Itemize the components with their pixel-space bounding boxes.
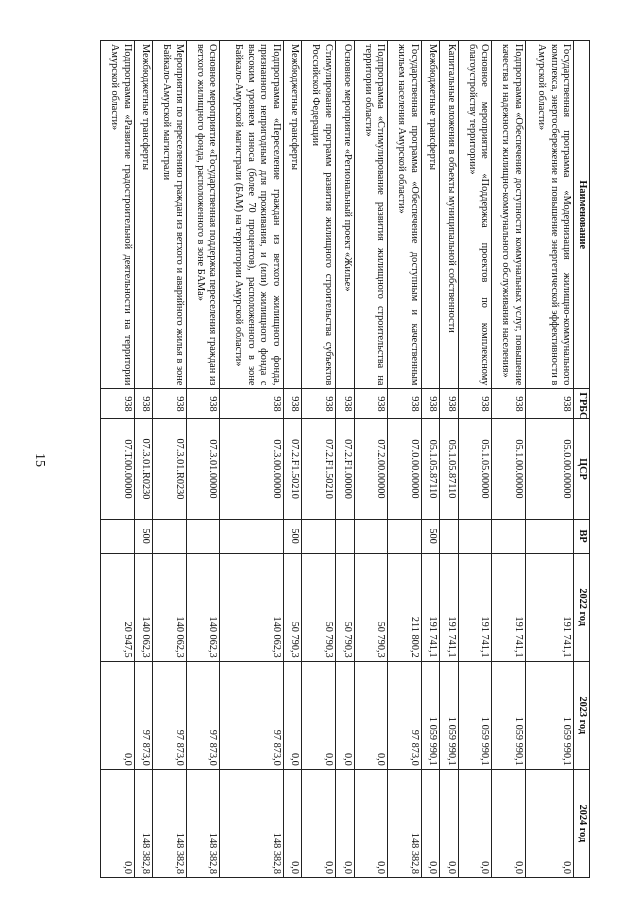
cell-vr: 500 [421, 519, 440, 553]
cell-vr [153, 519, 187, 553]
cell-2023: 97 873,0 [186, 661, 220, 769]
cell-2023: 97 873,0 [153, 661, 187, 769]
cell-2024: 0,0 [101, 769, 135, 877]
cell-name: Подпрограмма «Обеспечение доступности коммунальных услуг, повышение качества и надежности жилищно-коммунального обслуживания населения» [492, 41, 526, 389]
cell-2024: 0,0 [492, 769, 526, 877]
cell-vr [458, 519, 492, 553]
cell-2022: 140 062,3 [186, 553, 220, 661]
cell-vr [525, 519, 574, 553]
cell-2022: 50 790,3 [336, 553, 355, 661]
cell-name: Основное мероприятие «Региональный проект «Жилье» [336, 41, 355, 389]
cell-2024: 0,0 [354, 769, 388, 877]
cell-name: Основное мероприятие «Государственная поддержка переселения граждан из ветхого жилищного фонда, расположенного в зоне БАМа» [186, 41, 220, 389]
cell-grbs: 938 [153, 389, 187, 419]
cell-name: Стимулирование программ развития жилищного строительства субъектов Российской Федерации [302, 41, 336, 389]
cell-2024: 0,0 [336, 769, 355, 877]
cell-grbs: 938 [354, 389, 388, 419]
cell-vr [101, 519, 135, 553]
cell-vr [220, 519, 284, 553]
cell-2024: 148 382,8 [134, 769, 153, 877]
cell-csr: 07.3.00.00000 [220, 419, 284, 519]
cell-csr: 07.Т.00.00000 [101, 419, 135, 519]
cell-name: Капитальные вложения в объекты муниципальной собственности [440, 41, 459, 389]
cell-2023: 0,0 [101, 661, 135, 769]
header-csr: ЦСР [574, 419, 590, 519]
cell-2023: 0,0 [354, 661, 388, 769]
cell-grbs: 938 [220, 389, 284, 419]
cell-2023: 97 873,0 [388, 661, 422, 769]
table-row [101, 41, 135, 878]
cell-2022: 211 800,2 [388, 553, 422, 661]
cell-csr: 05.0.00.00000 [525, 419, 574, 519]
cell-grbs: 938 [492, 389, 526, 419]
cell-2023: 1 059 990,1 [421, 661, 440, 769]
table-row [134, 41, 153, 878]
cell-2022: 191 741,1 [525, 553, 574, 661]
cell-2022: 191 741,1 [440, 553, 459, 661]
cell-grbs: 938 [421, 389, 440, 419]
cell-vr [440, 519, 459, 553]
rotated-table-frame [100, 40, 590, 878]
cell-grbs: 938 [388, 389, 422, 419]
cell-2024: 148 382,8 [220, 769, 284, 877]
cell-2023: 1 059 990,1 [440, 661, 459, 769]
cell-name: Подпрограмма «Развитие градостроительной деятельности на территории Амурской области» [101, 41, 135, 389]
cell-name: Подпрограмма «Переселение граждан из ветхого жилищного фонда, признанного непригодным для проживания, и (или) жилищного фонда с высоким уровнем износа (более 70 процентов), расположенного в зоне Байкало-Амурской магистрали (БАМ) на территории Амурской области» [220, 41, 284, 389]
cell-grbs: 938 [302, 389, 336, 419]
cell-2024: 0,0 [525, 769, 574, 877]
cell-vr [354, 519, 388, 553]
cell-2024: 0,0 [458, 769, 492, 877]
header-2022: 2022 год [574, 553, 590, 661]
cell-2022: 191 741,1 [421, 553, 440, 661]
table-row [388, 41, 422, 878]
cell-name: Межбюджетные трансферты [283, 41, 302, 389]
cell-csr: 07.2.F1.50210 [283, 419, 302, 519]
cell-2022: 140 062,3 [134, 553, 153, 661]
cell-grbs: 938 [440, 389, 459, 419]
table-row [186, 41, 220, 878]
cell-2023: 0,0 [302, 661, 336, 769]
cell-name: Основное мероприятие «Поддержка проектов по комплексному благоустройству территории» [458, 41, 492, 389]
cell-2023: 97 873,0 [134, 661, 153, 769]
page-number: 15 [32, 453, 47, 467]
cell-2022: 50 790,3 [302, 553, 336, 661]
budget-table-container [100, 40, 590, 878]
cell-2022: 140 062,3 [153, 553, 187, 661]
cell-2024: 148 382,8 [388, 769, 422, 877]
table-row [302, 41, 336, 878]
cell-2024: 148 382,8 [186, 769, 220, 877]
header-name: Наименование [574, 41, 590, 389]
cell-csr: 05.1.00.00000 [492, 419, 526, 519]
table-body [101, 41, 574, 878]
table-row [440, 41, 459, 878]
budget-table [100, 40, 590, 878]
header-2023: 2023 год [574, 661, 590, 769]
cell-name: Подпрограмма «Стимулирование развития жилищного строительства на территории области» [354, 41, 388, 389]
cell-vr: 500 [283, 519, 302, 553]
cell-csr: 05.1.05.00000 [458, 419, 492, 519]
cell-2022: 20 947,5 [101, 553, 135, 661]
cell-grbs: 938 [525, 389, 574, 419]
cell-vr [336, 519, 355, 553]
cell-2024: 0,0 [302, 769, 336, 877]
cell-2022: 140 062,3 [220, 553, 284, 661]
cell-grbs: 938 [134, 389, 153, 419]
table-row [492, 41, 526, 878]
cell-vr [492, 519, 526, 553]
cell-2023: 0,0 [336, 661, 355, 769]
cell-2022: 191 741,1 [492, 553, 526, 661]
cell-grbs: 938 [101, 389, 135, 419]
cell-csr: 07.3.01.R0230 [153, 419, 187, 519]
table-row [525, 41, 574, 878]
table-row [458, 41, 492, 878]
cell-name: Межбюджетные трансферты [421, 41, 440, 389]
cell-csr: 07.2.F1.50210 [302, 419, 336, 519]
cell-csr: 05.1.05.87110 [421, 419, 440, 519]
header-grbs: ГРБС [574, 389, 590, 419]
cell-2023: 1 059 990,1 [492, 661, 526, 769]
table-row [283, 41, 302, 878]
header-vr: ВР [574, 519, 590, 553]
cell-name: Межбюджетные трансферты [134, 41, 153, 389]
table-row [220, 41, 284, 878]
cell-csr: 07.3.01.00000 [186, 419, 220, 519]
header-2024: 2024 год [574, 769, 590, 877]
table-row [153, 41, 187, 878]
cell-2022: 50 790,3 [354, 553, 388, 661]
table-row [421, 41, 440, 878]
cell-2024: 0,0 [283, 769, 302, 877]
cell-2023: 1 059 990,1 [525, 661, 574, 769]
cell-vr [186, 519, 220, 553]
cell-name: Мероприятия по переселению граждан из ветхого и аварийного жилья в зоне Байкало-Амурской магистрали [153, 41, 187, 389]
cell-2024: 148 382,8 [153, 769, 187, 877]
cell-2023: 97 873,0 [220, 661, 284, 769]
cell-vr: 500 [134, 519, 153, 553]
cell-2024: 0,0 [440, 769, 459, 877]
cell-grbs: 938 [283, 389, 302, 419]
cell-2022: 50 790,3 [283, 553, 302, 661]
table-header-row [574, 41, 590, 878]
cell-grbs: 938 [186, 389, 220, 419]
cell-csr: 07.3.01.R0230 [134, 419, 153, 519]
cell-2023: 1 059 990,1 [458, 661, 492, 769]
cell-name: Государственная программа «Модернизация жилищно-коммунального комплекса, энергосбережение и повышение энергетической эффективности в Амурской области» [525, 41, 574, 389]
cell-csr: 07.2.00.00000 [354, 419, 388, 519]
table-row [336, 41, 355, 878]
cell-2024: 0,0 [421, 769, 440, 877]
cell-name: Государственная программа «Обеспечение доступным и качественным жильем населения Амурской области» [388, 41, 422, 389]
cell-vr [302, 519, 336, 553]
cell-grbs: 938 [336, 389, 355, 419]
cell-csr: 07.0.00.00000 [388, 419, 422, 519]
cell-2023: 0,0 [283, 661, 302, 769]
cell-grbs: 938 [458, 389, 492, 419]
table-row [354, 41, 388, 878]
cell-vr [388, 519, 422, 553]
cell-2022: 191 741,1 [458, 553, 492, 661]
cell-csr: 07.2.F1.00000 [336, 419, 355, 519]
cell-csr: 05.1.05.87110 [440, 419, 459, 519]
